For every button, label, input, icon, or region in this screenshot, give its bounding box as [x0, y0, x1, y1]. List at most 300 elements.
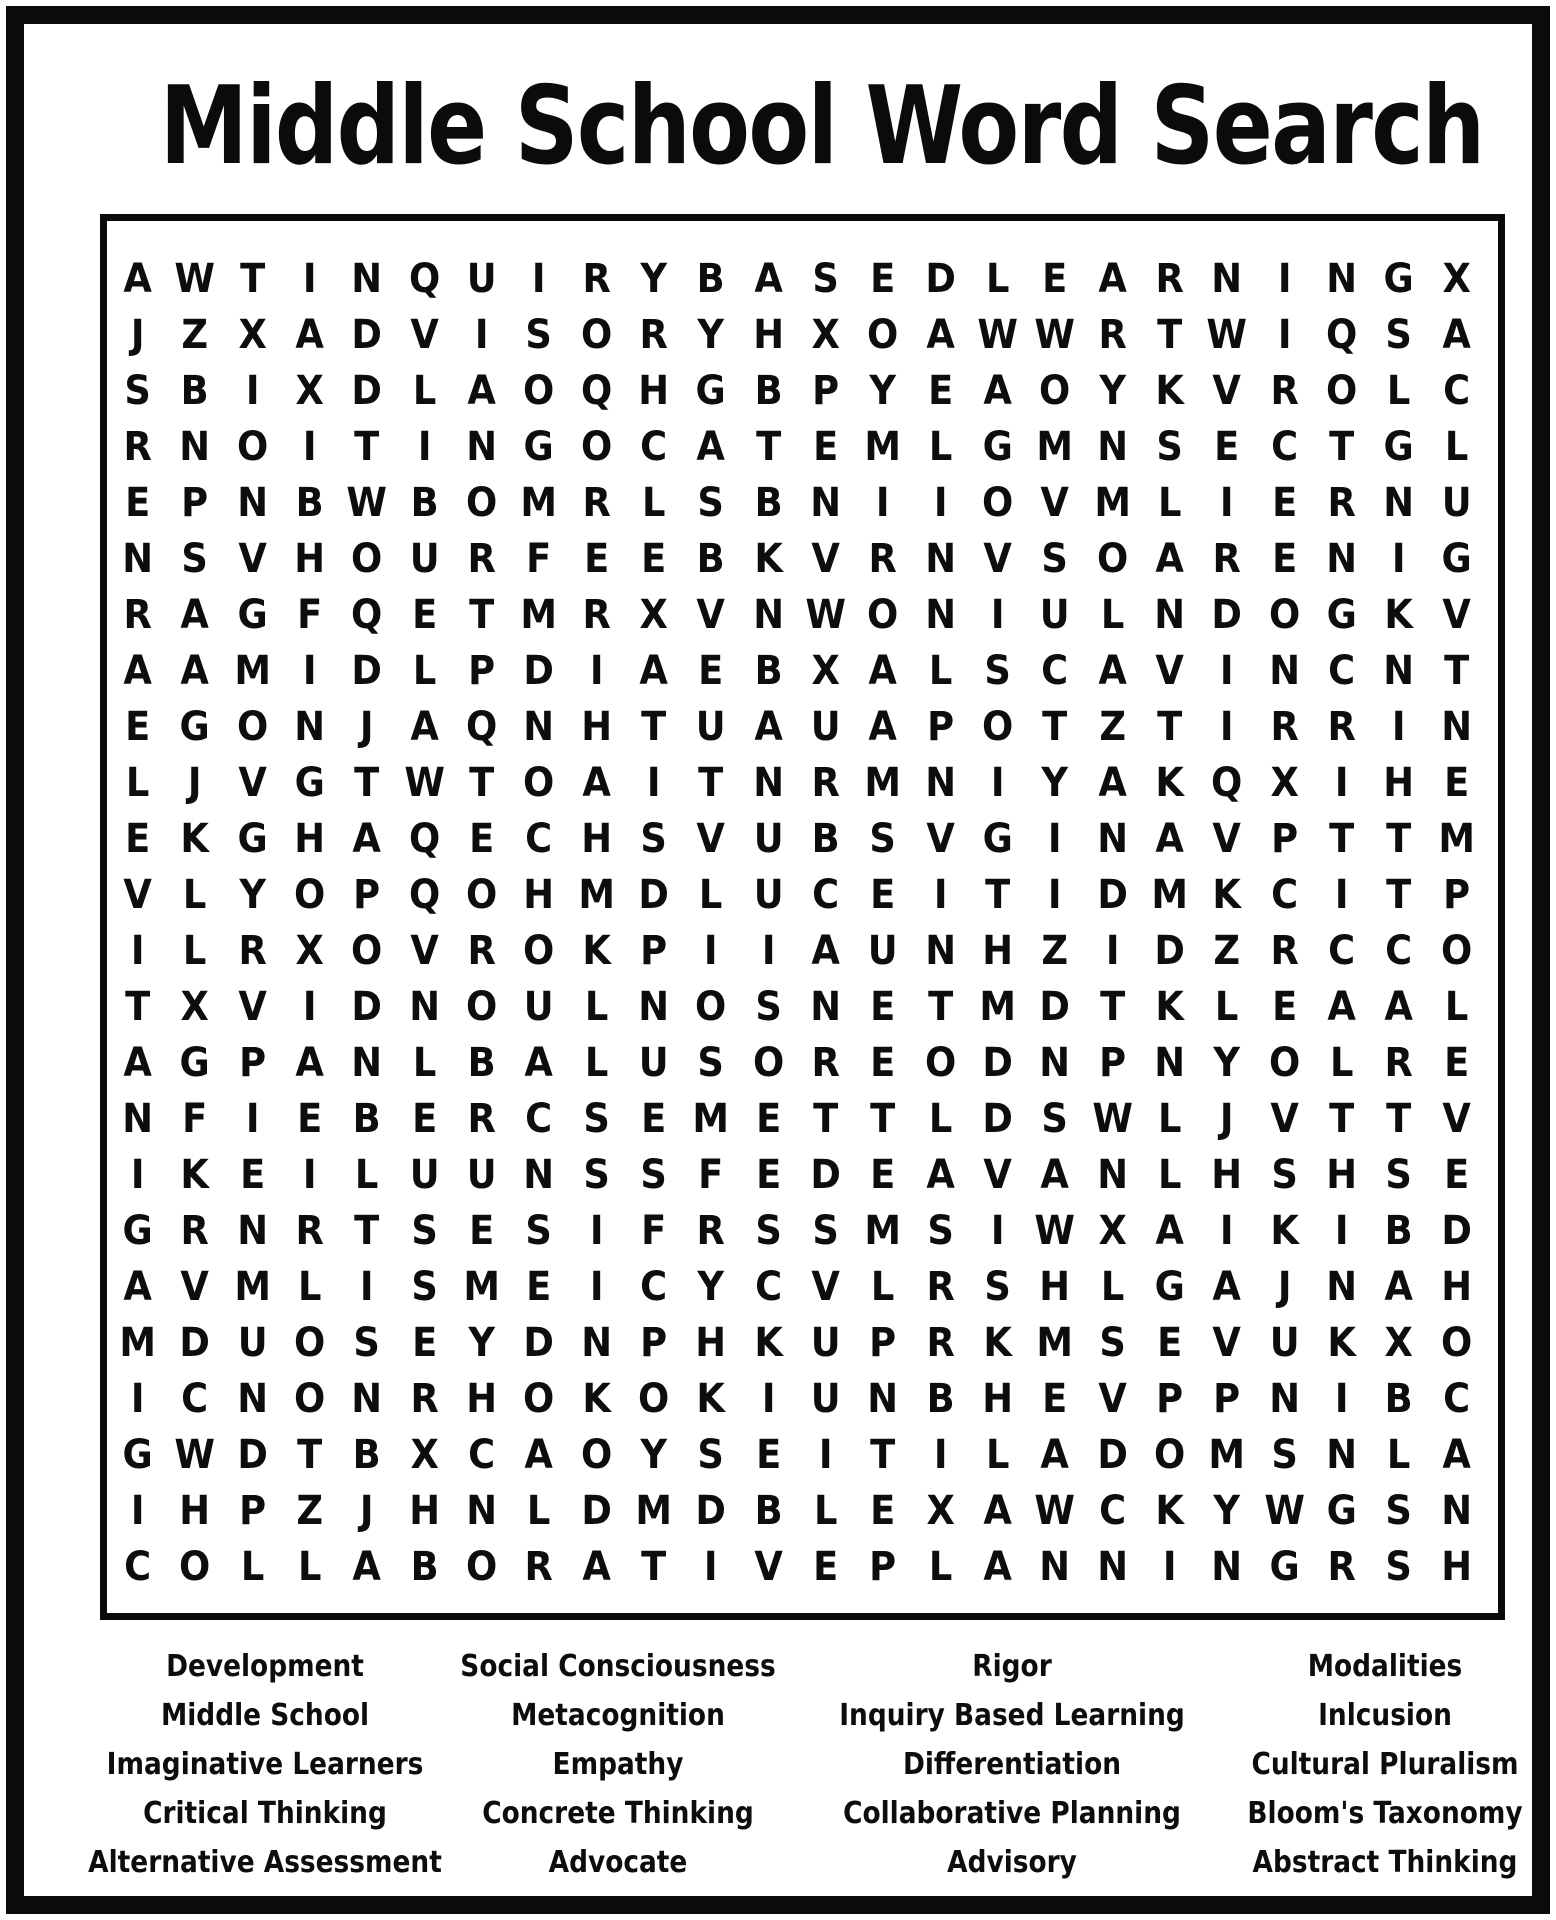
grid-cell-r3c5: D	[351, 368, 383, 414]
grid-cell-r21c6: R	[410, 1376, 439, 1422]
grid-cell-r20c18: S	[1099, 1320, 1126, 1366]
grid-cell-r15c9: L	[584, 1040, 609, 1086]
grid-cell-r21c12: I	[761, 1376, 776, 1422]
grid-cell-r14c9: L	[584, 984, 609, 1030]
grid-cell-r19c21: J	[1277, 1264, 1292, 1310]
grid-cell-r6c16: V	[983, 536, 1012, 582]
grid-cell-r8c1: A	[123, 648, 152, 694]
grid-cell-r16c2: F	[182, 1096, 208, 1142]
grid-cell-r2c8: S	[525, 312, 553, 358]
grid-cell-r11c24: M	[1437, 816, 1475, 862]
grid-cell-r23c18: C	[1098, 1488, 1126, 1534]
grid-cell-r4c14: M	[864, 424, 902, 470]
grid-cell-r21c21: N	[1268, 1376, 1300, 1422]
grid-cell-r4c13: E	[813, 424, 839, 470]
grid-cell-r1c11: B	[696, 256, 726, 302]
grid-cell-r10c13: R	[811, 760, 840, 806]
grid-cell-r19c23: A	[1384, 1264, 1414, 1310]
word-list-column-1	[64, 1642, 466, 1887]
grid-cell-r8c3: M	[233, 648, 271, 694]
grid-cell-r7c2: A	[180, 592, 210, 638]
grid-cell-r4c4: I	[302, 424, 317, 470]
grid-cell-r8c17: C	[1041, 648, 1069, 694]
grid-cell-r3c19: K	[1155, 368, 1184, 414]
grid-cell-r19c7: M	[463, 1264, 500, 1310]
grid-cell-r7c18: L	[1100, 592, 1125, 638]
grid-cell-r24c22: R	[1327, 1544, 1356, 1590]
grid-cell-r3c8: O	[523, 368, 555, 414]
grid-cell-r18c16: I	[990, 1208, 1005, 1254]
grid-cell-r5c16: O	[982, 480, 1014, 526]
grid-cell-r9c13: U	[810, 704, 841, 750]
grid-cell-r13c15: N	[924, 928, 956, 974]
grid-cell-r10c7: T	[469, 760, 495, 806]
grid-cell-r15c18: P	[1098, 1040, 1126, 1086]
grid-cell-r10c19: K	[1155, 760, 1184, 806]
grid-cell-r20c3: U	[237, 1320, 268, 1366]
grid-cell-r21c5: N	[351, 1376, 383, 1422]
grid-cell-r11c21: P	[1270, 816, 1298, 862]
grid-cell-r10c10: I	[646, 760, 661, 806]
grid-cell-r12c9: M	[577, 872, 615, 918]
grid-cell-r22c3: D	[237, 1432, 268, 1478]
grid-cell-r3c11: G	[695, 368, 727, 414]
grid-cell-r14c2: X	[180, 984, 210, 1030]
grid-cell-r21c4: O	[294, 1376, 326, 1422]
grid-cell-r8c9: I	[589, 648, 604, 694]
grid-cell-r17c14: E	[870, 1152, 896, 1198]
grid-cell-r13c18: I	[1105, 928, 1120, 974]
grid-cell-r11c7: E	[469, 816, 495, 862]
grid-cell-r9c5: J	[360, 704, 374, 750]
grid-cell-r11c18: N	[1096, 816, 1128, 862]
grid-cell-r14c7: O	[466, 984, 498, 1030]
grid-cell-r6c11: B	[696, 536, 726, 582]
grid-cell-r18c24: D	[1441, 1208, 1472, 1254]
grid-cell-r3c21: R	[1270, 368, 1299, 414]
grid-cell-r7c17: U	[1040, 592, 1070, 638]
grid-cell-r22c9: O	[580, 1432, 612, 1478]
grid-cell-r15c8: A	[524, 1040, 554, 1086]
grid-cell-r7c6: E	[411, 592, 437, 638]
grid-cell-r21c14: N	[867, 1376, 899, 1422]
grid-cell-r8c6: L	[412, 648, 437, 694]
grid-cell-r8c21: N	[1268, 648, 1300, 694]
grid-cell-r23c16: A	[983, 1488, 1012, 1534]
grid-cell-r21c8: O	[523, 1376, 555, 1422]
grid-cell-r7c5: Q	[351, 592, 383, 638]
grid-cell-r10c12: N	[752, 760, 784, 806]
grid-cell-r4c23: G	[1383, 424, 1415, 470]
grid-cell-r3c18: Y	[1098, 368, 1126, 414]
grid-cell-r2c20: W	[1206, 312, 1248, 358]
grid-cell-r24c5: A	[352, 1544, 382, 1590]
grid-cell-r24c12: V	[754, 1544, 783, 1590]
grid-cell-r20c7: Y	[468, 1320, 495, 1366]
grid-cell-r23c13: L	[813, 1488, 838, 1534]
grid-cell-r4c16: G	[982, 424, 1013, 470]
grid-cell-r8c22: C	[1328, 648, 1356, 694]
grid-cell-r15c4: A	[295, 1040, 324, 1086]
word-list	[24, 1642, 1532, 1902]
grid-cell-r2c23: S	[1385, 312, 1413, 358]
grid-cell-r12c18: D	[1097, 872, 1128, 918]
word-item: Metacognition	[511, 1698, 725, 1733]
grid-cell-r14c12: S	[755, 984, 782, 1030]
grid-cell-r5c14: I	[876, 480, 890, 526]
grid-cell-r15c2: G	[179, 1040, 211, 1086]
grid-cell-r9c19: T	[1157, 704, 1183, 750]
grid-cell-r11c20: V	[1212, 816, 1242, 862]
word-item: Middle School	[160, 1698, 370, 1733]
grid-cell-r2c14: O	[867, 312, 899, 358]
grid-cell-r23c5: J	[360, 1488, 374, 1534]
grid-cell-r7c20: D	[1211, 592, 1243, 638]
grid-cell-r11c14: S	[869, 816, 897, 862]
word-item: Concrete Thinking	[482, 1796, 754, 1831]
grid-cell-r18c15: S	[927, 1208, 954, 1254]
grid-cell-r12c12: U	[753, 872, 784, 918]
grid-cell-r13c20: Z	[1213, 928, 1241, 974]
grid-cell-r24c15: L	[928, 1544, 953, 1590]
grid-cell-r23c6: H	[408, 1488, 440, 1534]
grid-cell-r19c6: S	[411, 1264, 438, 1310]
grid-cell-r4c24: L	[1444, 424, 1469, 470]
grid-cell-r22c11: S	[697, 1432, 725, 1478]
grid-cell-r7c22: G	[1326, 592, 1357, 638]
grid-cell-r14c18: T	[1099, 984, 1125, 1030]
grid-cell-r1c20: N	[1211, 256, 1243, 302]
grid-cell-r18c8: S	[525, 1208, 553, 1254]
grid-cell-r3c2: B	[180, 368, 210, 414]
grid-cell-r24c20: N	[1211, 1544, 1243, 1590]
grid-cell-r15c17: N	[1039, 1040, 1071, 1086]
grid-cell-r20c13: U	[810, 1320, 841, 1366]
grid-cell-r15c6: L	[412, 1040, 437, 1086]
grid-cell-r10c20: Q	[1211, 760, 1243, 806]
grid-cell-r10c1: L	[125, 760, 150, 806]
grid-cell-r2c5: D	[351, 312, 383, 358]
grid-cell-r3c7: A	[467, 368, 496, 414]
grid-cell-r15c22: L	[1329, 1040, 1354, 1086]
grid-cell-r14c22: A	[1327, 984, 1356, 1030]
grid-cell-r6c5: O	[351, 536, 383, 582]
grid-cell-r2c22: Q	[1326, 312, 1358, 358]
grid-cell-r7c13: W	[805, 592, 846, 638]
grid-cell-r20c14: P	[869, 1320, 897, 1366]
grid-cell-r9c16: O	[982, 704, 1014, 750]
grid-cell-r6c13: V	[811, 536, 840, 582]
grid-cell-r12c2: L	[183, 872, 207, 918]
grid-cell-r22c13: I	[818, 1432, 833, 1478]
grid-cell-r12c20: K	[1212, 872, 1242, 918]
grid-cell-r24c6: B	[410, 1544, 439, 1590]
grid-cell-r10c15: N	[924, 760, 956, 806]
grid-cell-r20c10: P	[640, 1320, 668, 1366]
word-item: Inquiry Based Learning	[839, 1698, 1185, 1733]
grid-cell-r5c24: U	[1441, 480, 1472, 526]
grid-cell-r7c1: R	[123, 592, 152, 638]
grid-cell-r16c23: T	[1386, 1096, 1412, 1142]
grid-cell-r20c17: M	[1036, 1320, 1074, 1366]
grid-cell-r14c3: V	[238, 984, 267, 1030]
word-item: Empathy	[552, 1747, 684, 1782]
grid-cell-r19c20: A	[1212, 1264, 1242, 1310]
grid-cell-r10c6: W	[404, 760, 445, 806]
grid-cell-r5c15: I	[933, 480, 948, 526]
grid-cell-r14c6: N	[408, 984, 440, 1030]
word-item: Cultural Pluralism	[1251, 1747, 1519, 1782]
grid-cell-r4c5: T	[354, 424, 380, 470]
grid-cell-r18c3: N	[236, 1208, 268, 1254]
grid-cell-r4c12: T	[755, 424, 781, 470]
grid-cell-r20c24: O	[1440, 1320, 1472, 1366]
grid-cell-r19c12: C	[754, 1264, 782, 1310]
grid-cell-r10c23: H	[1383, 760, 1415, 806]
word-item: Bloom's Taxonomy	[1247, 1796, 1523, 1831]
grid-cell-r13c8: O	[523, 928, 555, 974]
grid-cell-r6c9: E	[583, 536, 609, 582]
grid-cell-r11c22: T	[1329, 816, 1355, 862]
grid-cell-r12c4: O	[294, 872, 326, 918]
grid-cell-r19c24: H	[1440, 1264, 1472, 1310]
grid-cell-r14c13: N	[810, 984, 842, 1030]
grid-cell-r5c5: W	[346, 480, 388, 526]
grid-cell-r22c14: T	[870, 1432, 896, 1478]
grid-cell-r18c9: I	[589, 1208, 604, 1254]
grid-cell-r21c13: U	[810, 1376, 841, 1422]
grid-cell-r12c16: T	[985, 872, 1011, 918]
grid-cell-r12c6: Q	[408, 872, 440, 918]
grid-cell-r20c22: K	[1327, 1320, 1356, 1366]
grid-cell-r1c14: E	[870, 256, 896, 302]
grid-cell-r17c18: N	[1096, 1152, 1128, 1198]
grid-cell-r14c10: N	[638, 984, 670, 1030]
grid-cell-r3c1: S	[124, 368, 151, 414]
grid-cell-r18c7: E	[469, 1208, 495, 1254]
grid-cell-r1c23: G	[1383, 256, 1415, 302]
grid-cell-r7c7: T	[469, 592, 495, 638]
grid-cell-r5c7: O	[466, 480, 498, 526]
grid-cell-r7c3: G	[237, 592, 268, 638]
grid-cell-r6c12: K	[754, 536, 783, 582]
grid-cell-r7c11: V	[696, 592, 726, 638]
grid-cell-r6c22: N	[1326, 536, 1358, 582]
grid-cell-r4c10: C	[640, 424, 668, 470]
grid-cell-r2c7: I	[474, 312, 489, 358]
grid-cell-r21c16: H	[982, 1376, 1014, 1422]
grid-cell-r14c1: T	[125, 984, 151, 1030]
grid-cell-r16c7: R	[467, 1096, 496, 1142]
grid-cell-r5c8: M	[520, 480, 558, 526]
grid-cell-r12c24: P	[1442, 872, 1470, 918]
grid-cell-r13c23: C	[1385, 928, 1413, 974]
grid-cell-r6c18: O	[1096, 536, 1128, 582]
grid-cell-r7c24: V	[1442, 592, 1471, 638]
grid-cell-r12c5: P	[353, 872, 381, 918]
grid-cell-r19c8: E	[526, 1264, 552, 1310]
grid-cell-r18c23: B	[1384, 1208, 1414, 1254]
grid-cell-r20c8: D	[523, 1320, 555, 1366]
grid-cell-r22c8: A	[524, 1432, 554, 1478]
grid-cell-r1c5: N	[351, 256, 383, 302]
grid-cell-r13c4: X	[295, 928, 324, 974]
grid-cell-r17c12: E	[755, 1152, 781, 1198]
grid-cell-r15c13: R	[811, 1040, 840, 1086]
grid-cell-r22c12: E	[755, 1432, 781, 1478]
grid-cell-r9c4: N	[294, 704, 326, 750]
grid-cell-r21c20: P	[1213, 1376, 1241, 1422]
grid-cell-r3c22: O	[1326, 368, 1358, 414]
grid-cell-r22c23: L	[1387, 1432, 1411, 1478]
grid-cell-r12c8: H	[523, 872, 555, 918]
grid-cell-r15c19: N	[1154, 1040, 1186, 1086]
grid-cell-r16c18: W	[1092, 1096, 1133, 1142]
grid-cell-r11c15: V	[926, 816, 955, 862]
grid-cell-r13c5: O	[351, 928, 383, 974]
grid-cell-r4c15: L	[928, 424, 953, 470]
grid-cell-r23c11: D	[695, 1488, 727, 1534]
grid-cell-r12c7: O	[466, 872, 498, 918]
grid-cell-r13c21: R	[1270, 928, 1299, 974]
grid-cell-r9c14: A	[868, 704, 898, 750]
grid-cell-r15c10: U	[638, 1040, 669, 1086]
word-item: Critical Thinking	[143, 1796, 387, 1831]
word-list-column-2	[439, 1642, 797, 1887]
grid-cell-r24c21: G	[1269, 1544, 1300, 1590]
grid-cell-r7c16: I	[990, 592, 1005, 638]
grid-cell-r14c16: M	[979, 984, 1016, 1030]
grid-cell-r24c19: I	[1162, 1544, 1177, 1590]
grid-cell-r1c22: N	[1326, 256, 1358, 302]
grid-cell-r5c23: N	[1383, 480, 1415, 526]
grid-cell-r20c9: N	[580, 1320, 612, 1366]
grid-cell-r2c18: R	[1098, 312, 1127, 358]
grid-cell-r16c8: C	[525, 1096, 553, 1142]
grid-cell-r6c20: R	[1212, 536, 1242, 582]
grid-cell-r16c24: V	[1442, 1096, 1471, 1142]
grid-cell-r17c13: D	[810, 1152, 841, 1198]
grid-cell-r21c3: N	[236, 1376, 268, 1422]
grid-cell-r3c15: E	[927, 368, 953, 414]
grid-cell-r16c19: L	[1157, 1096, 1182, 1142]
grid-cell-r5c6: B	[410, 480, 439, 526]
grid-cell-r1c17: E	[1042, 256, 1068, 302]
grid-cell-r9c11: U	[696, 704, 726, 750]
grid-cell-r4c1: R	[123, 424, 152, 470]
grid-cell-r23c15: X	[926, 1488, 955, 1534]
grid-cell-r13c9: K	[582, 928, 611, 974]
grid-cell-r22c10: Y	[640, 1432, 667, 1478]
grid-cell-r2c4: A	[295, 312, 324, 358]
grid-cell-r16c11: M	[692, 1096, 730, 1142]
grid-cell-r23c19: K	[1155, 1488, 1184, 1534]
grid-cell-r19c2: V	[180, 1264, 210, 1310]
grid-cell-r23c9: D	[581, 1488, 612, 1534]
grid-cell-r3c10: H	[638, 368, 670, 414]
grid-cell-r9c24: N	[1440, 704, 1472, 750]
grid-cell-r19c13: V	[811, 1264, 840, 1310]
word-item: Rigor	[972, 1649, 1052, 1684]
grid-cell-r4c21: C	[1270, 424, 1298, 470]
grid-cell-r14c15: T	[927, 984, 953, 1030]
grid-cell-r16c13: T	[813, 1096, 839, 1142]
grid-cell-r5c1: E	[125, 480, 151, 526]
grid-cell-r21c9: K	[582, 1376, 611, 1422]
grid-cell-r15c23: R	[1384, 1040, 1414, 1086]
grid-cell-r17c22: H	[1326, 1152, 1358, 1198]
grid-cell-r7c23: K	[1384, 592, 1414, 638]
grid-cell-r17c19: L	[1157, 1152, 1182, 1198]
grid-cell-r24c4: L	[297, 1544, 322, 1590]
grid-cell-r13c12: I	[761, 928, 776, 974]
grid-cell-r12c1: V	[123, 872, 152, 918]
grid-cell-r2c6: V	[410, 312, 439, 358]
grid-cell-r10c21: X	[1270, 760, 1299, 806]
grid-cell-r23c20: Y	[1213, 1488, 1241, 1534]
grid-cell-r18c2: R	[180, 1208, 210, 1254]
grid-cell-r8c10: A	[639, 648, 668, 694]
grid-cell-r2c9: O	[580, 312, 612, 358]
grid-cell-r4c9: O	[580, 424, 612, 470]
grid-cell-r2c1: J	[130, 312, 145, 358]
grid-cell-r20c21: U	[1269, 1320, 1300, 1366]
grid-cell-r22c24: A	[1442, 1432, 1471, 1478]
grid-cell-r18c11: R	[696, 1208, 726, 1254]
grid-cell-r3c24: C	[1442, 368, 1470, 414]
grid-cell-r19c5: I	[360, 1264, 374, 1310]
grid-cell-r11c1: E	[125, 816, 151, 862]
grid-cell-r19c1: A	[123, 1264, 152, 1310]
grid-cell-r8c16: S	[984, 648, 1011, 694]
grid-cell-r13c3: R	[238, 928, 267, 974]
grid-cell-r6c8: F	[526, 536, 552, 582]
grid-cell-r14c8: U	[524, 984, 554, 1030]
grid-cell-r18c13: S	[812, 1208, 839, 1254]
grid-cell-r22c6: X	[410, 1432, 439, 1478]
grid-cell-r1c18: A	[1098, 256, 1127, 302]
grid-cell-r19c22: N	[1326, 1264, 1358, 1310]
grid-cell-r4c17: M	[1036, 424, 1074, 470]
grid-cell-r8c12: B	[754, 648, 783, 694]
grid-cell-r5c2: P	[181, 480, 209, 526]
grid-cell-r20c4: O	[294, 1320, 326, 1366]
grid-cell-r18c18: X	[1098, 1208, 1127, 1254]
grid-cell-r21c24: C	[1442, 1376, 1470, 1422]
grid-cell-r5c22: R	[1327, 480, 1356, 526]
word-item: Social Consciousness	[460, 1649, 776, 1684]
grid-cell-r24c2: O	[179, 1544, 211, 1590]
grid-cell-r14c14: E	[870, 984, 896, 1030]
grid-cell-r23c4: Z	[296, 1488, 323, 1534]
grid-cell-r13c1: I	[130, 928, 145, 974]
grid-cell-r5c21: E	[1271, 480, 1297, 526]
grid-cell-r9c10: T	[641, 704, 667, 750]
grid-cell-r22c2: W	[174, 1432, 216, 1478]
grid-cell-r11c4: H	[294, 816, 326, 862]
grid-cell-r17c2: K	[180, 1152, 210, 1198]
grid-cell-r6c14: R	[868, 536, 898, 582]
grid-cell-r3c17: O	[1039, 368, 1071, 414]
grid-cell-r8c15: L	[928, 648, 953, 694]
grid-cell-r23c10: M	[635, 1488, 672, 1534]
grid-cell-r2c16: W	[977, 312, 1018, 358]
grid-cell-r1c10: Y	[640, 256, 667, 302]
grid-cell-r20c1: M	[119, 1320, 156, 1366]
grid-cell-r1c19: R	[1155, 256, 1184, 302]
grid-cell-r4c18: N	[1096, 424, 1128, 470]
grid-cell-r16c5: B	[352, 1096, 382, 1142]
